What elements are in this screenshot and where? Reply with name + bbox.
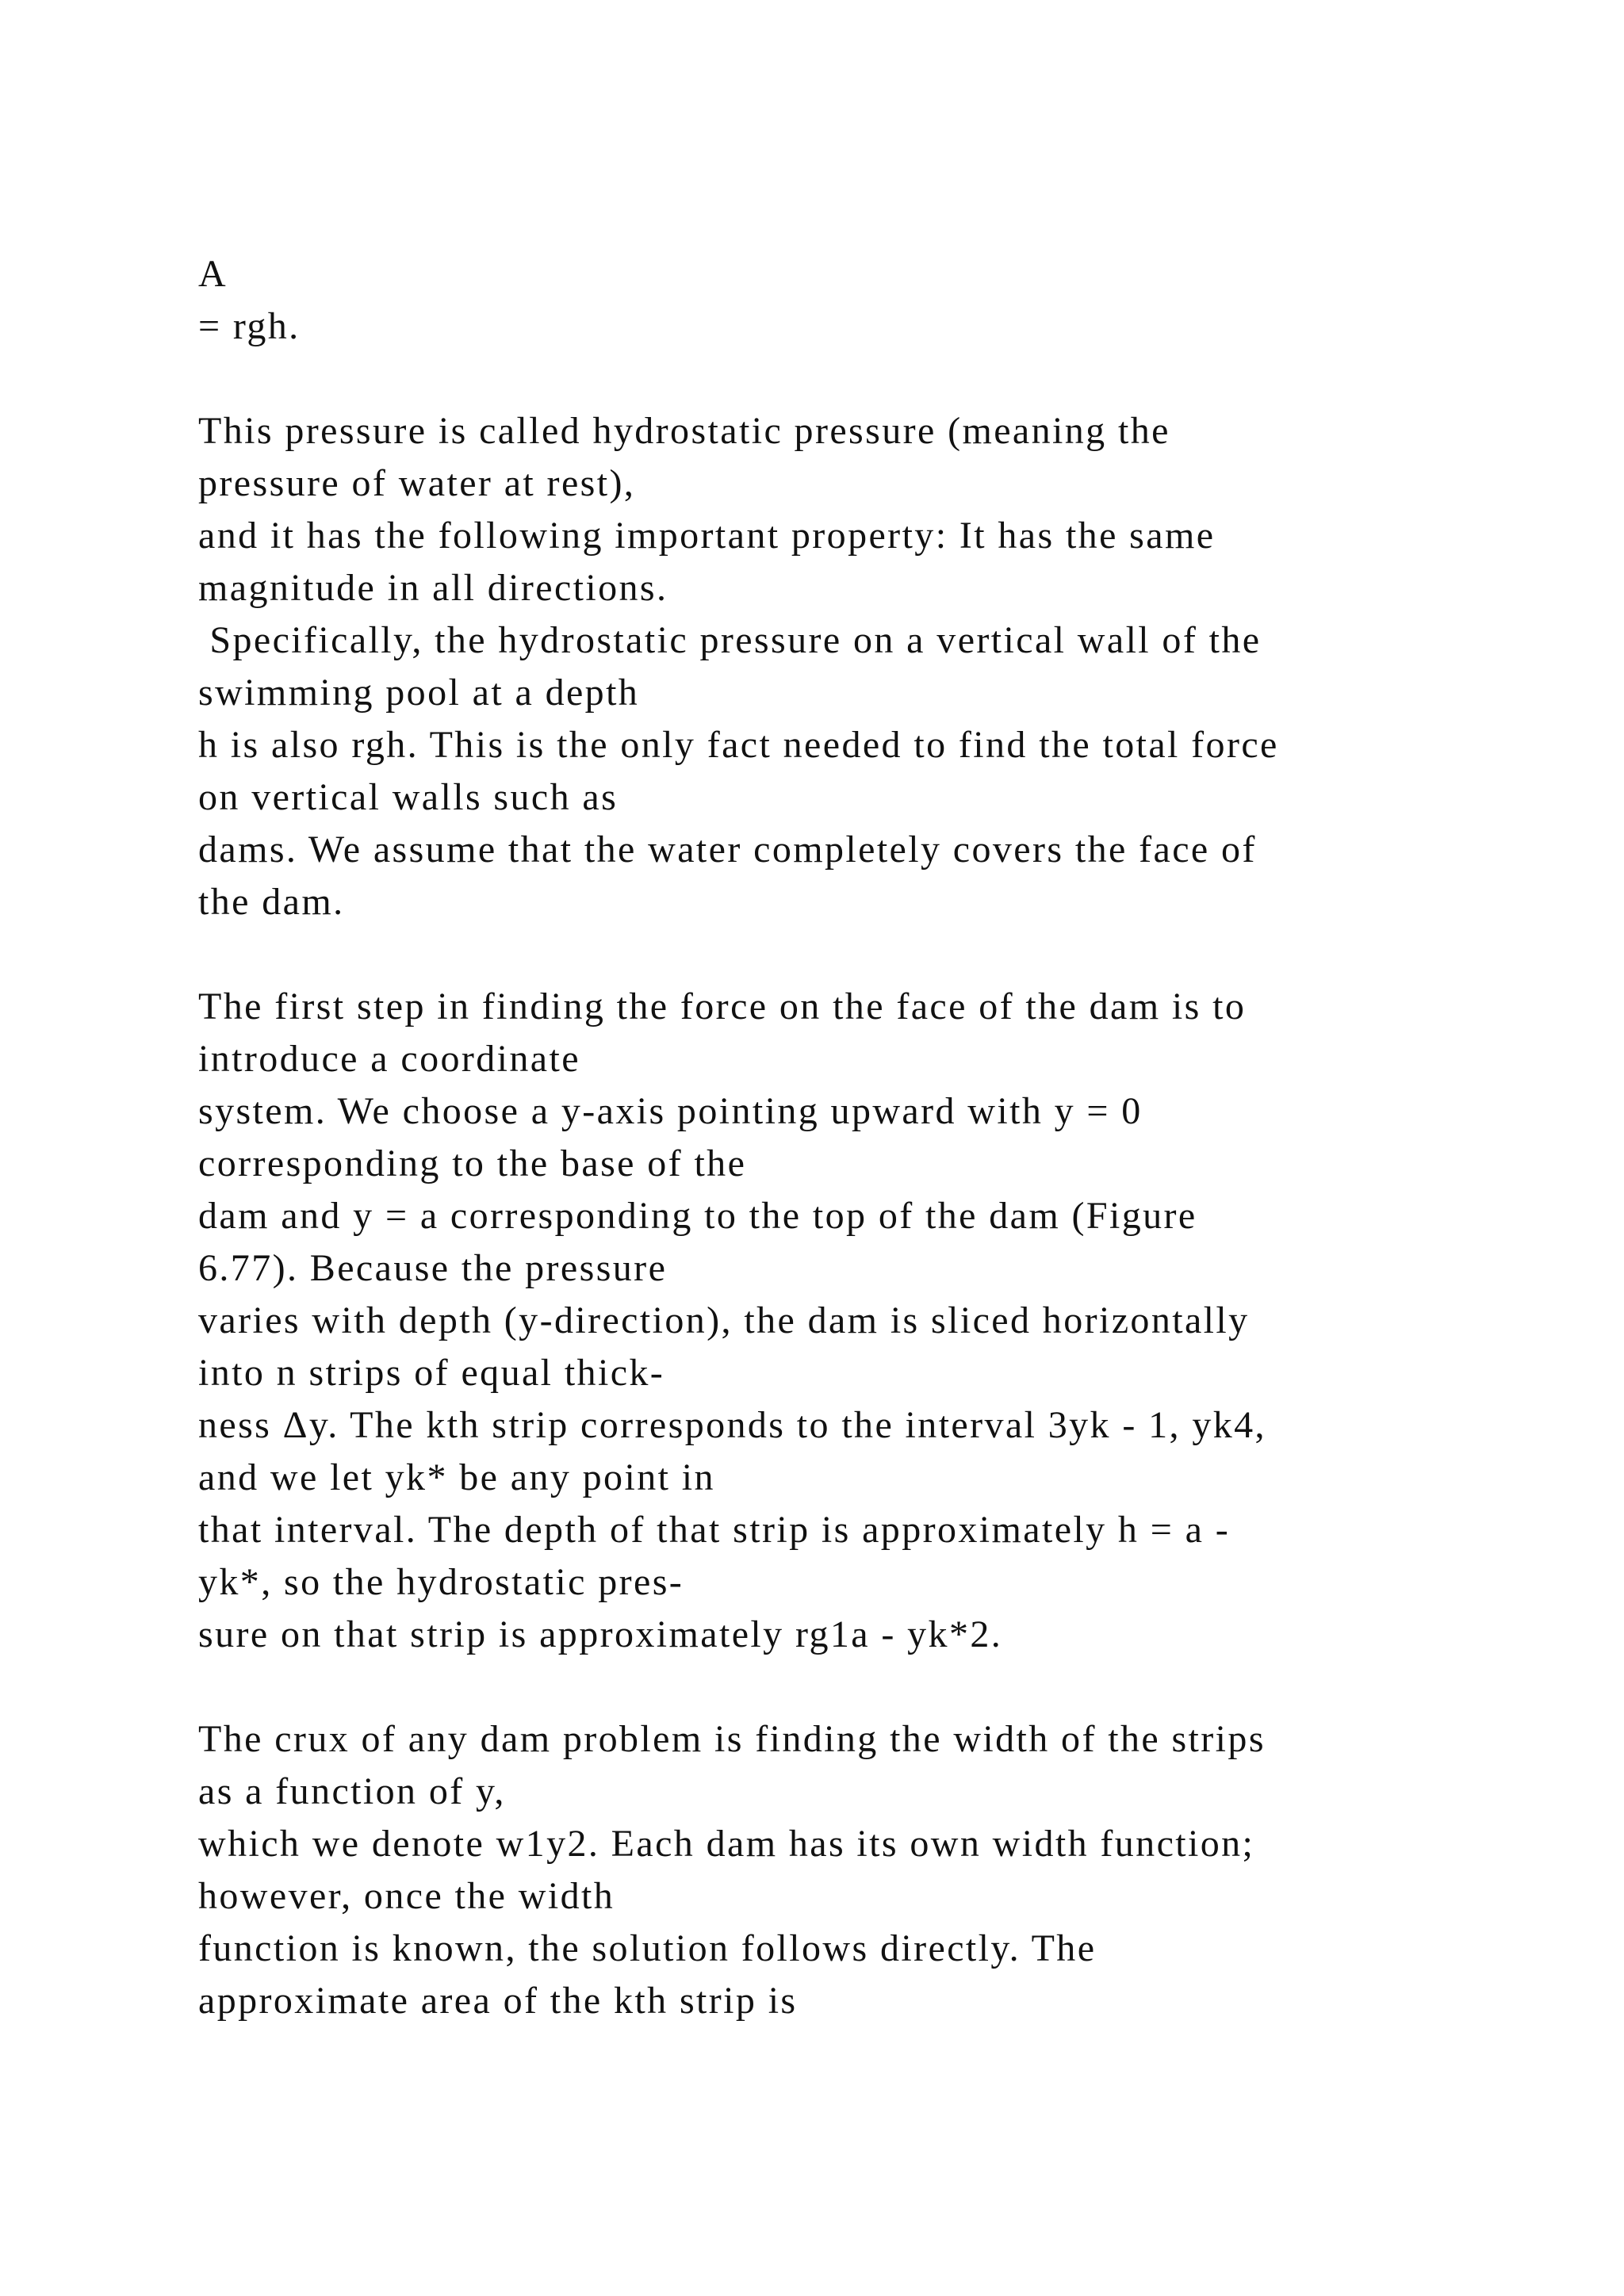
blank-line	[198, 928, 1507, 981]
text-line: dams. We assume that the water completely covers the face of	[198, 828, 1257, 871]
text-line: into n strips of equal thick-	[198, 1352, 665, 1394]
text-line: magnitude in all directions.	[198, 567, 668, 609]
text-line: corresponding to the base of the	[198, 1142, 747, 1184]
text-line: Specifically, the hydrostatic pressure on a vertical wall of the	[198, 619, 1262, 661]
text-line: The crux of any dam problem is finding the width of the strips	[198, 1718, 1266, 1760]
text-line: which we denote w1y2. Each dam has its own width function;	[198, 1823, 1255, 1865]
text-line: introduce a coordinate	[198, 1038, 580, 1080]
text-line: ness Δy. The kth strip corresponds to the interval 3yk - 1, yk4,	[198, 1404, 1266, 1446]
blank-line	[198, 353, 1507, 405]
text-line: on vertical walls such as	[198, 776, 619, 818]
text-line: however, once the width	[198, 1875, 615, 1917]
text-line: as a function of y,	[198, 1770, 506, 1812]
text-line: function is known, the solution follows directly. The	[198, 1927, 1097, 1969]
text-line: A	[198, 253, 228, 295]
text-line: pressure of water at rest),	[198, 462, 636, 504]
text-line: = rgh.	[198, 305, 301, 347]
text-line: The first step in finding the force on the face of the dam is to	[198, 985, 1247, 1027]
text-line: varies with depth (y-direction), the dam is sliced horizontally	[198, 1299, 1250, 1341]
text-line: and we let yk* be any point in	[198, 1456, 715, 1498]
body-text	[198, 248, 1507, 2027]
text-line: 6.77). Because the pressure	[198, 1247, 668, 1289]
text-line: system. We choose a y-axis pointing upward with y = 0	[198, 1090, 1143, 1132]
text-line: swimming pool at a depth	[198, 672, 640, 714]
text-line: approximate area of the kth strip is	[198, 1980, 798, 2022]
text-line: dam and y = a corresponding to the top of the dam (Figure	[198, 1195, 1197, 1237]
text-line: h is also rgh. This is the only fact needed to find the total force	[198, 724, 1279, 766]
text-line: This pressure is called hydrostatic pressure (meaning the	[198, 410, 1170, 452]
blank-line	[198, 1661, 1507, 1713]
text-line: and it has the following important property: It has the same	[198, 515, 1216, 557]
text-line: sure on that strip is approximately rg1a - yk*2.	[198, 1613, 1003, 1655]
text-line: that interval. The depth of that strip is approximately h = a -	[198, 1509, 1231, 1551]
text-line: yk*, so the hydrostatic pres-	[198, 1561, 684, 1603]
text-line: the dam.	[198, 881, 345, 923]
